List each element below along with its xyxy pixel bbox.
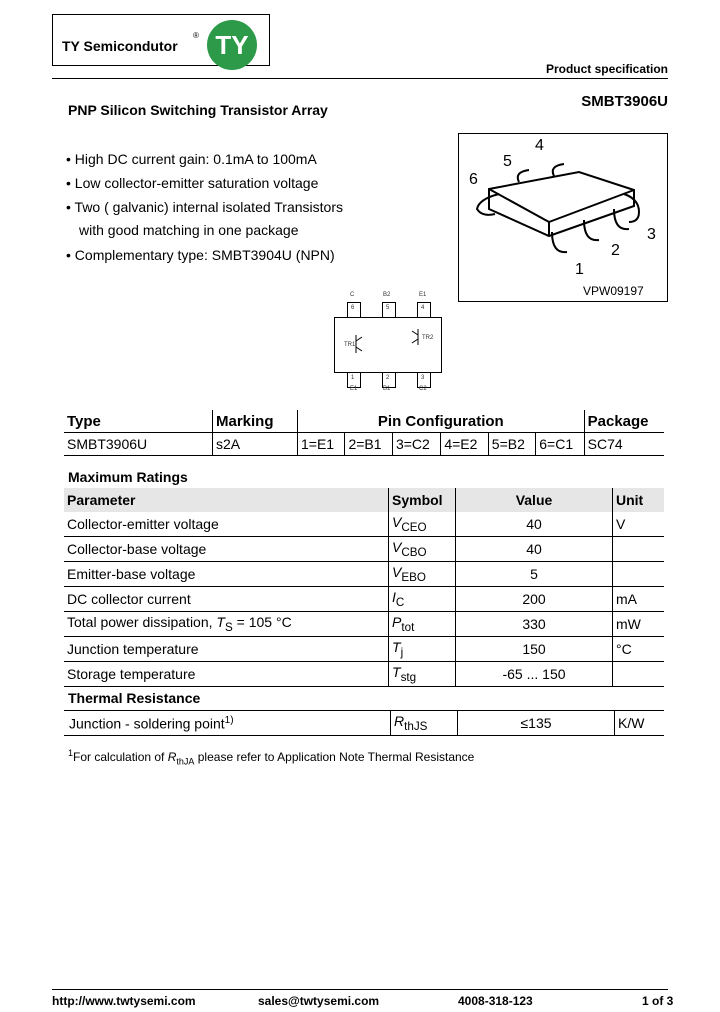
schem-tr2: TR2 bbox=[422, 335, 434, 341]
cell-value: ≤135 bbox=[458, 711, 615, 736]
table-row bbox=[64, 512, 664, 537]
pin-label-1: 1 bbox=[575, 261, 584, 278]
section-max-ratings: Maximum Ratings bbox=[68, 469, 188, 485]
company-name: TY Semicondutor bbox=[62, 38, 178, 54]
cell-unit bbox=[613, 562, 665, 587]
cell-param: Emitter-base voltage bbox=[67, 566, 196, 582]
schem-top-label: C bbox=[350, 292, 355, 298]
footer-phone: 4008-318-123 bbox=[458, 994, 533, 1008]
th-package: Package bbox=[584, 410, 664, 433]
page-title: PNP Silicon Switching Transistor Array bbox=[68, 102, 328, 118]
schem-bottom-label: E1 bbox=[350, 386, 358, 392]
footer-page: 1 of 3 bbox=[642, 994, 674, 1008]
cell-pin: 2=B1 bbox=[345, 433, 392, 456]
package-drawing bbox=[459, 134, 667, 301]
th-unit: Unit bbox=[613, 488, 665, 512]
feature-item: • Two ( galvanic) internal isolated Transistors bbox=[66, 199, 343, 215]
schem-bottom-label: B1 bbox=[383, 386, 391, 392]
cell-value: 5 bbox=[456, 562, 613, 587]
schem-bottom-label: C2 bbox=[419, 386, 427, 392]
footnote: $^1$For calculation of $R_{thJA}$ please refer to Application Note Thermal Resistance bbox=[68, 748, 475, 767]
cell-value: 40 bbox=[456, 512, 613, 537]
package-code: VPW09197 bbox=[583, 284, 644, 298]
max-ratings-table bbox=[64, 488, 664, 687]
schem-bottom-pin: 3 bbox=[421, 375, 425, 381]
cell-pin: 6=C1 bbox=[536, 433, 584, 456]
cell-unit: K/W bbox=[615, 711, 665, 736]
pin-label-4: 4 bbox=[535, 137, 544, 154]
cell-value: -65 ... 150 bbox=[456, 662, 613, 687]
cell-symbol: $T_{stg}$ bbox=[389, 662, 456, 687]
cell-pin: 3=C2 bbox=[392, 433, 440, 456]
th-pin-config: Pin Configuration bbox=[298, 410, 585, 433]
cell-value: 200 bbox=[456, 587, 613, 612]
th-marking: Marking bbox=[213, 410, 298, 433]
cell-symbol: $T_j$ bbox=[389, 637, 456, 662]
cell-unit: °C bbox=[613, 637, 665, 662]
cell-package: SC74 bbox=[584, 433, 664, 456]
table-row bbox=[64, 562, 664, 587]
cell-param: Collector-base voltage bbox=[67, 541, 207, 557]
feature-item: • Complementary type: SMBT3904U (NPN) bbox=[66, 247, 335, 263]
cell-symbol: $V_{EBO}$ bbox=[389, 562, 456, 587]
cell-param: Junction - soldering point$^{1)}$ bbox=[69, 714, 234, 732]
cell-type: SMBT3906U bbox=[67, 436, 148, 452]
cell-symbol: $I_C$ bbox=[389, 587, 456, 612]
table-row bbox=[64, 711, 664, 736]
cell-symbol: $V_{CEO}$ bbox=[389, 512, 456, 537]
schem-tr1: TR1 bbox=[344, 342, 356, 348]
type-table bbox=[64, 410, 664, 456]
cell-value: 330 bbox=[456, 612, 613, 637]
feature-item: with good matching in one package bbox=[79, 222, 299, 238]
schem-bottom-pin: 1 bbox=[351, 375, 355, 381]
cell-param: Junction temperature bbox=[67, 641, 199, 657]
cell-symbol: $V_{CBO}$ bbox=[389, 537, 456, 562]
cell-symbol: $R_{thJS}$ bbox=[391, 711, 458, 736]
pin-label-2: 2 bbox=[611, 242, 620, 259]
footer-url[interactable]: http://www.twtysemi.com bbox=[52, 994, 196, 1008]
cell-unit: V bbox=[613, 512, 665, 537]
header-divider bbox=[52, 78, 668, 79]
cell-unit: mA bbox=[613, 587, 665, 612]
cell-marking: s2A bbox=[213, 433, 298, 456]
schem-bottom-pin: 2 bbox=[386, 375, 390, 381]
cell-value: 40 bbox=[456, 537, 613, 562]
cell-param: Total power dissipation, $T_S = 105$ °C bbox=[67, 614, 292, 634]
cell-symbol: $P_{tot}$ bbox=[389, 612, 456, 637]
table-row bbox=[64, 587, 664, 612]
cell-unit bbox=[613, 662, 665, 687]
logo-letters: TY bbox=[215, 30, 249, 60]
cell-unit bbox=[613, 537, 665, 562]
registered-mark: ® bbox=[193, 31, 199, 40]
schematic-figure bbox=[330, 292, 450, 392]
part-number: SMBT3906U bbox=[581, 93, 668, 110]
thermal-table bbox=[64, 710, 664, 736]
cell-param: DC collector current bbox=[67, 591, 191, 607]
cell-param: Collector-emitter voltage bbox=[67, 516, 219, 532]
pin-label-6: 6 bbox=[469, 171, 478, 188]
schem-top-pin: 5 bbox=[386, 305, 390, 311]
th-type: Type bbox=[64, 410, 213, 433]
th-symbol: Symbol bbox=[389, 488, 456, 512]
schem-top-pin: 6 bbox=[351, 305, 355, 311]
th-parameter: Parameter bbox=[64, 488, 389, 512]
table-row bbox=[64, 612, 664, 637]
cell-value: 150 bbox=[456, 637, 613, 662]
package-figure bbox=[458, 133, 668, 302]
schem-top-label: B2 bbox=[383, 292, 391, 298]
cell-pin: 5=B2 bbox=[488, 433, 535, 456]
cell-param: Storage temperature bbox=[67, 666, 196, 682]
pin-label-5: 5 bbox=[503, 153, 512, 170]
schem-top-label: E1 bbox=[419, 292, 427, 298]
feature-item: • High DC current gain: 0.1mA to 100mA bbox=[66, 151, 317, 167]
table-row bbox=[64, 637, 664, 662]
section-thermal: Thermal Resistance bbox=[68, 690, 201, 706]
cell-pin: 1=E1 bbox=[298, 433, 345, 456]
table-row bbox=[64, 537, 664, 562]
footer-email[interactable]: sales@twtysemi.com bbox=[258, 994, 380, 1008]
footer-divider bbox=[52, 989, 668, 990]
cell-unit: mW bbox=[613, 612, 665, 637]
th-value: Value bbox=[456, 488, 613, 512]
product-spec: Product specification bbox=[545, 62, 668, 76]
transistor-symbols bbox=[334, 317, 440, 371]
pin-label-3: 3 bbox=[647, 226, 656, 243]
table-row bbox=[64, 662, 664, 687]
cell-pin: 4=E2 bbox=[441, 433, 488, 456]
schem-top-pin: 4 bbox=[421, 305, 425, 311]
feature-item: • Low collector-emitter saturation voltage bbox=[66, 175, 319, 191]
